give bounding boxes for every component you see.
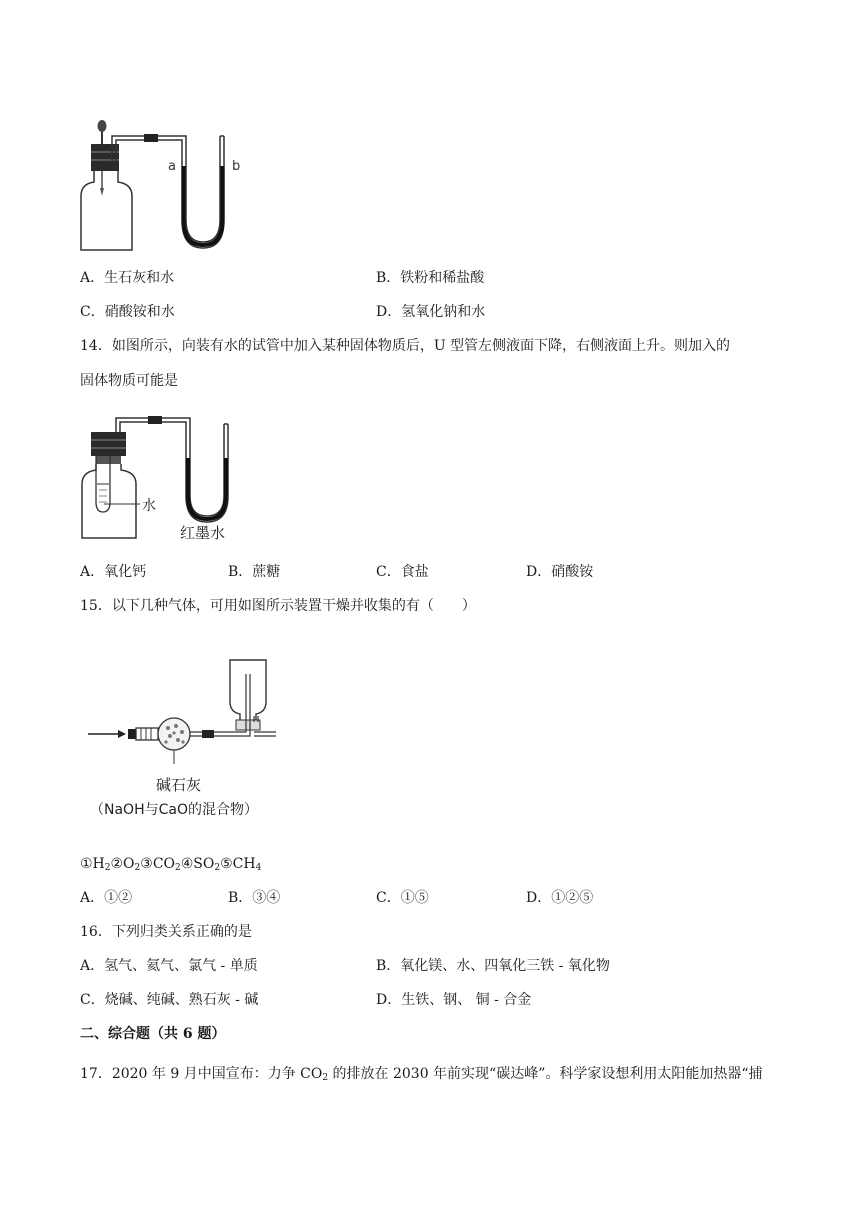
- q15-option-a[interactable]: A．①②: [80, 890, 133, 906]
- q14-stem-line1: 14．如图所示，向装有水的试管中加入某种固体物质后，U 型管左侧液面下降，右侧液面上升。则加入的: [80, 338, 731, 354]
- gas-3: ③CO: [140, 856, 176, 872]
- q13-option-d[interactable]: D．氢氧化钠和水: [376, 304, 486, 320]
- q16-option-d[interactable]: D．生铁、钢、 铜 - 合金: [376, 992, 532, 1008]
- q13-apparatus-figure: [76, 110, 246, 252]
- q15-apparatus-figure: [86, 656, 286, 826]
- gas-3-sub: 2: [175, 863, 181, 873]
- gas-2-sub: 2: [134, 863, 141, 873]
- q16-option-a[interactable]: A．氢气、氦气、氯气 - 单质: [80, 958, 258, 974]
- q14-apparatus-figure: [76, 406, 256, 544]
- q17-stem: [80, 1064, 763, 1084]
- q14-option-c[interactable]: C．食盐: [376, 564, 429, 580]
- section-title: 二、综合题（共 6 题）: [80, 1026, 226, 1042]
- label-water: 水: [142, 498, 156, 514]
- q16-stem: 16．下列归类关系正确的是: [80, 924, 252, 940]
- q15-option-b[interactable]: B．③④: [228, 890, 281, 906]
- gas-2: ②O: [110, 856, 135, 872]
- label-soda-lime: 碱石灰: [156, 776, 202, 794]
- gas-1-sub: 2: [104, 863, 111, 873]
- q14-stem-line2: 固体物质可能是: [80, 373, 178, 389]
- gas-5-sub: 4: [255, 863, 262, 873]
- q16-option-b[interactable]: B．氧化镁、水、四氧化三铁 - 氧化物: [376, 958, 610, 974]
- label-b: b: [232, 159, 241, 174]
- q13-option-a[interactable]: A．生石灰和水: [80, 270, 175, 286]
- gas-4-sub: 2: [214, 863, 221, 873]
- q14-option-a[interactable]: A．氧化钙: [80, 564, 147, 580]
- gas-4: ④SO: [180, 856, 215, 872]
- gas-5: ⑤CH: [220, 856, 256, 872]
- q15-option-d[interactable]: D．①②⑤: [526, 890, 594, 906]
- q17-text-part2: 的排放在 2030 年前实现“碳达峰”。科学家设想利用太阳能加热器“捕: [328, 1066, 763, 1082]
- q16-option-c[interactable]: C．烧碱、纯碱、熟石灰 - 碱: [80, 992, 259, 1008]
- q14-option-d[interactable]: D．硝酸铵: [526, 564, 594, 580]
- q13-option-c[interactable]: C．硝酸铵和水: [80, 304, 175, 320]
- q15-option-c[interactable]: C．①⑤: [376, 890, 429, 906]
- q14-option-b[interactable]: B．蔗糖: [228, 564, 281, 580]
- q17-text-part1: 17．2020 年 9 月中国宣布：力争 CO: [80, 1066, 323, 1082]
- q13-option-b[interactable]: B．铁粉和稀盐酸: [376, 270, 485, 286]
- q15-gas-list: [80, 854, 261, 874]
- label-red-ink: 红墨水: [180, 524, 226, 542]
- q15-stem: 15．以下几种气体，可用如图所示装置干燥并收集的有（ ）: [80, 598, 476, 614]
- q17-text-sub: 2: [322, 1073, 329, 1083]
- label-soda-lime-composition: （NaOH与CaO的混合物）: [90, 802, 258, 818]
- label-a: a: [168, 159, 176, 174]
- gas-1: ①H: [80, 856, 105, 872]
